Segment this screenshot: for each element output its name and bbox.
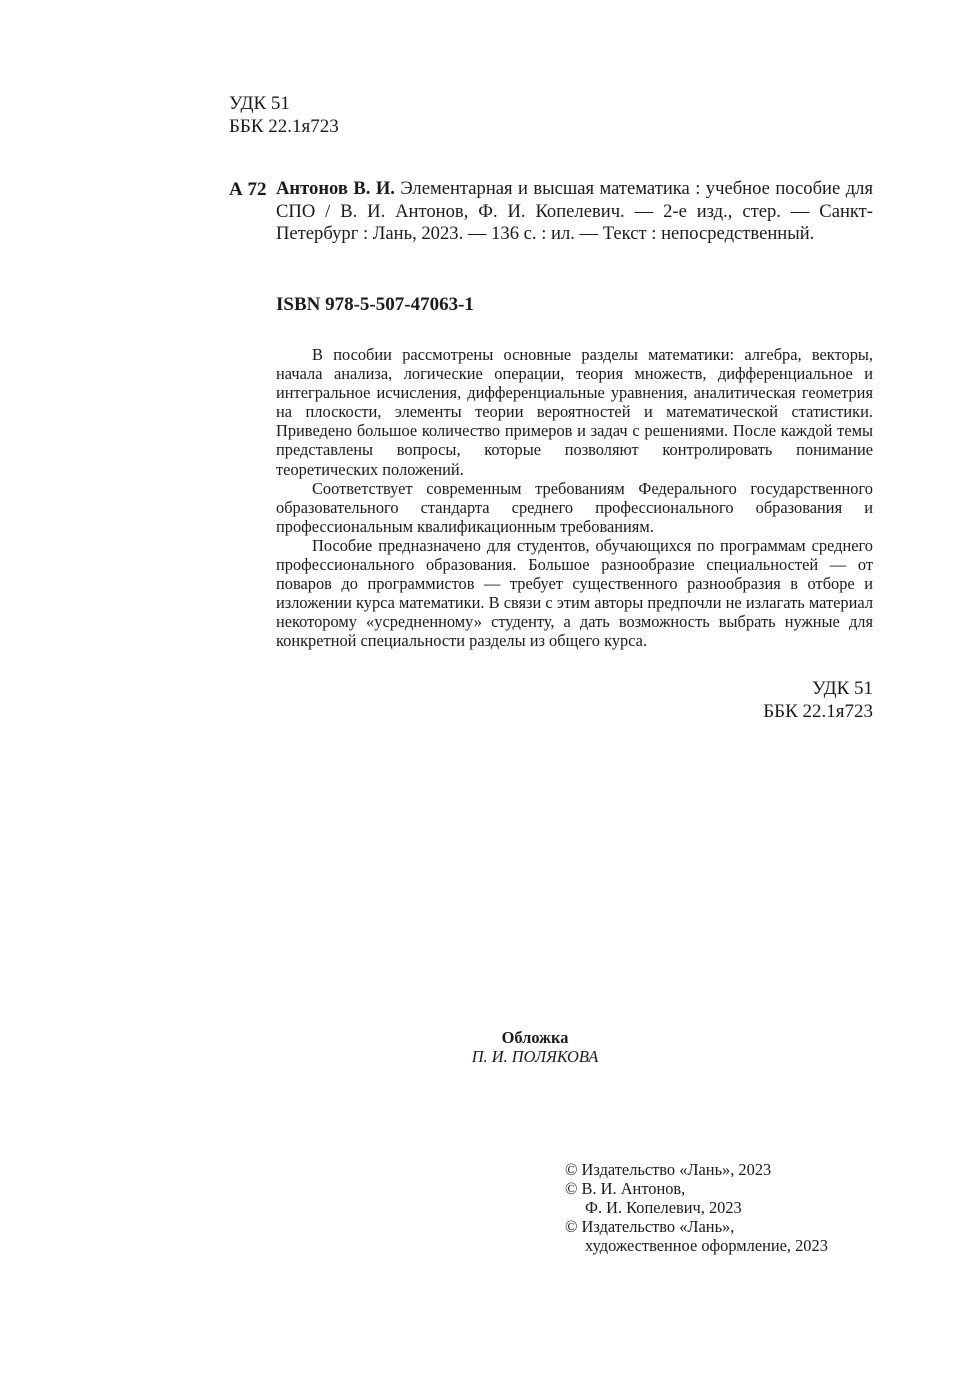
copyright-line: художественное оформление, 2023 [585, 1236, 828, 1255]
cover-credit [380, 1028, 690, 1066]
copyright-line: © Издательство «Лань», 2023 [565, 1160, 772, 1179]
bibliographic-record [276, 178, 873, 246]
catalog-number: А 72 [229, 179, 267, 200]
abstract-paragraph: Пособие предназначено для студентов, обучающихся по программам среднего профессионального образования. Большое разнообразие специальностей — от поваров до программистов — требует существенного разнообразия в отборе и изложении курса математики. В связи с этим авторы предпочли не излагать материал некоторому «усредненному» студенту, а дать возможность выбрать нужные для конкретной специальности разделы из общего курса. [276, 535, 873, 651]
bbk-code: ББК 22.1я723 [763, 701, 873, 722]
book-description: Элементарная и высшая математика : учебное пособие для СПО / В. И. Антонов, Ф. И. Копелевич. — 2-е изд., стер. — Санкт-Петербург : Лань, 2023. — 136 с. : ил. — Текст : непосредственный. [276, 178, 873, 244]
copyright-line: Ф. И. Копелевич, 2023 [585, 1198, 742, 1217]
abstract-paragraph: В пособии рассмотрены основные разделы математики: алгебра, векторы, начала анализа, логические операции, теория множеств, дифференциальное и интегральное исчисления, дифференциальные уравнения, аналитическая геометрия на плоскости, элементы теории вероятностей и математической статистики. Приведено большое количество примеров и задач с решениями. После каждой темы представлены вопросы, которые позволяют контролировать понимание теоретических положений. [276, 345, 873, 479]
isbn: ISBN 978-5-507-47063-1 [276, 294, 474, 315]
author-name: Антонов В. И. [276, 178, 395, 199]
abstract [276, 345, 873, 651]
classification-codes-top [229, 92, 339, 138]
classification-codes-bottom [763, 677, 873, 723]
copyright-block [565, 1160, 828, 1255]
cover-designer: П. И. ПОЛЯКОВА [471, 1047, 599, 1066]
copyright-line: © В. И. Антонов, [565, 1179, 686, 1198]
cover-label: Обложка [501, 1028, 569, 1047]
bbk-code: ББК 22.1я723 [229, 116, 339, 137]
copyright-line: © Издательство «Лань», [565, 1217, 735, 1236]
abstract-paragraph: Соответствует современным требованиям Федерального государственного образовательного стандарта среднего профессионального образования и профессиональным квалификационным требованиям. [276, 478, 873, 536]
udk-code: УДК 51 [229, 93, 290, 114]
udk-code: УДК 51 [812, 678, 873, 699]
